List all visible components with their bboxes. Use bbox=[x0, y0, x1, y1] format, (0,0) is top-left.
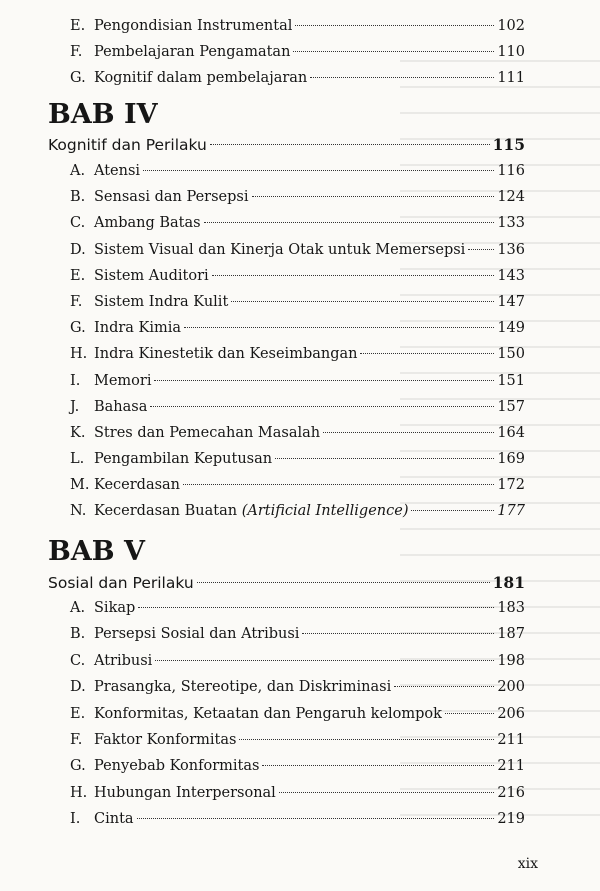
chapter-title: Kognitif dan Perilaku bbox=[48, 136, 207, 154]
leader-dots bbox=[137, 818, 495, 819]
leader-dots bbox=[293, 51, 494, 52]
leader-dots bbox=[143, 170, 494, 171]
entry-page: 149 bbox=[497, 320, 525, 337]
toc-entry[interactable] bbox=[70, 622, 525, 646]
leader-dots bbox=[394, 686, 494, 687]
entry-title: Hubungan Interpersonal bbox=[94, 784, 276, 801]
entry-letter: G. bbox=[70, 70, 86, 86]
toc-entry[interactable] bbox=[70, 728, 525, 752]
toc-entry[interactable] bbox=[70, 369, 525, 393]
entry-page: 169 bbox=[497, 451, 525, 468]
entry-letter: D. bbox=[70, 241, 86, 258]
toc-entry[interactable] bbox=[70, 14, 525, 38]
leader-dots bbox=[154, 380, 494, 381]
entry-title: Sistem Indra Kulit bbox=[94, 294, 229, 310]
entry-page: 183 bbox=[497, 600, 525, 616]
entry-title: Penyebab Konformitas bbox=[94, 758, 260, 775]
entry-page: 116 bbox=[497, 163, 525, 179]
entry-letter: C. bbox=[70, 652, 86, 669]
entry-letter: G. bbox=[70, 320, 86, 337]
leader-dots bbox=[204, 222, 495, 223]
entry-page: 136 bbox=[497, 241, 525, 258]
entry-page: 110 bbox=[497, 44, 525, 60]
entry-page: 124 bbox=[497, 189, 525, 206]
entry-title: Indra Kimia bbox=[94, 320, 182, 337]
leader-dots bbox=[155, 660, 494, 661]
entry-title: Atensi bbox=[94, 163, 141, 179]
entry-page: 211 bbox=[497, 758, 525, 775]
entry-letter: A. bbox=[70, 600, 86, 616]
entry-title: Sistem Visual dan Kinerja Otak untuk Memersepsi bbox=[94, 241, 466, 258]
entry-page: 198 bbox=[497, 652, 525, 669]
page-number: xix bbox=[517, 856, 538, 872]
leader-dots bbox=[295, 25, 494, 26]
entry-letter: C. bbox=[70, 215, 86, 232]
entry-page: 102 bbox=[497, 18, 525, 34]
leader-dots bbox=[302, 633, 494, 634]
entry-letter: F. bbox=[70, 294, 83, 310]
entry-title: Kecerdasan bbox=[94, 477, 181, 494]
entry-title: Indra Kinestetik dan Keseimbangan bbox=[94, 346, 358, 363]
toc-entry[interactable] bbox=[70, 649, 525, 673]
entry-page: 150 bbox=[497, 346, 525, 363]
chapter-title-line[interactable] bbox=[48, 132, 525, 158]
toc-entry[interactable] bbox=[70, 238, 525, 262]
leader-dots bbox=[275, 458, 494, 459]
leader-dots bbox=[323, 432, 494, 433]
leader-dots bbox=[239, 739, 494, 740]
entry-page: 157 bbox=[497, 398, 525, 415]
leader-dots bbox=[138, 607, 494, 608]
entry-letter: I. bbox=[70, 811, 81, 828]
entry-letter: L. bbox=[70, 451, 85, 468]
toc-entry[interactable] bbox=[70, 675, 525, 699]
toc-entry[interactable] bbox=[70, 781, 525, 805]
entry-page: 111 bbox=[497, 70, 525, 86]
toc-entry[interactable] bbox=[70, 395, 525, 419]
chapter-title: Sosial dan Perilaku bbox=[48, 574, 194, 592]
toc-entry[interactable] bbox=[70, 264, 525, 288]
toc-entry[interactable] bbox=[70, 807, 525, 831]
toc-entry[interactable] bbox=[70, 473, 525, 497]
entry-title: Pengambilan Keputusan bbox=[94, 451, 273, 468]
entry-title bbox=[94, 499, 408, 523]
toc-entry[interactable] bbox=[70, 342, 525, 366]
leader-dots bbox=[212, 275, 495, 276]
entry-title-roman: Kecerdasan Buatan bbox=[94, 503, 242, 519]
leader-dots bbox=[252, 196, 495, 197]
toc-entry[interactable] bbox=[70, 159, 525, 183]
entry-letter: F. bbox=[70, 44, 83, 60]
entry-letter: H. bbox=[70, 784, 88, 801]
toc-entry[interactable] bbox=[70, 40, 525, 64]
entry-letter: E. bbox=[70, 18, 86, 34]
chapter-heading: BAB V bbox=[48, 536, 145, 567]
entry-letter: F. bbox=[70, 732, 83, 748]
entry-title: Konformitas, Ketaatan dan Pengaruh kelompok bbox=[94, 705, 442, 722]
leader-dots bbox=[184, 327, 494, 328]
leader-dots bbox=[197, 582, 490, 583]
entry-letter: H. bbox=[70, 346, 88, 363]
leader-dots bbox=[445, 713, 494, 714]
entry-letter: G. bbox=[70, 758, 86, 775]
toc-entry[interactable] bbox=[70, 447, 525, 471]
entry-title: Kognitif dalam pembelajaran bbox=[94, 70, 308, 86]
leader-dots bbox=[310, 77, 494, 78]
leader-dots bbox=[360, 353, 494, 354]
entry-title: Cinta bbox=[94, 811, 134, 828]
leader-dots bbox=[183, 484, 494, 485]
entry-page: 147 bbox=[497, 294, 525, 310]
chapter-heading: BAB IV bbox=[48, 99, 158, 130]
entry-title: Stres dan Pemecahan Masalah bbox=[94, 425, 321, 441]
entry-title: Faktor Konformitas bbox=[94, 732, 237, 748]
entry-title: Sistem Auditori bbox=[94, 267, 209, 284]
entry-title: Sensasi dan Persepsi bbox=[94, 189, 249, 206]
entry-title-italic: (Artificial Intelligence) bbox=[241, 503, 409, 519]
entry-page: 187 bbox=[497, 626, 525, 643]
entry-title: Persepsi Sosial dan Atribusi bbox=[94, 626, 300, 643]
entry-title: Pembelajaran Pengamatan bbox=[94, 44, 291, 60]
leader-dots bbox=[210, 144, 490, 145]
entry-letter: B. bbox=[70, 189, 86, 206]
entry-page: 206 bbox=[497, 705, 525, 722]
leader-dots bbox=[231, 301, 494, 302]
entry-title: Prasangka, Stereotipe, dan Diskriminasi bbox=[94, 679, 392, 696]
toc-entry[interactable] bbox=[70, 316, 525, 340]
toc-entry[interactable] bbox=[70, 290, 525, 314]
entry-page: 172 bbox=[497, 477, 525, 494]
toc-entry[interactable] bbox=[70, 185, 525, 209]
entry-letter: I. bbox=[70, 372, 81, 389]
toc-entry[interactable] bbox=[70, 499, 525, 523]
entry-page: 143 bbox=[497, 267, 525, 284]
entry-title: Bahasa bbox=[94, 398, 148, 415]
chapter-title-line[interactable] bbox=[48, 570, 525, 596]
leader-dots bbox=[279, 792, 495, 793]
leader-dots bbox=[262, 765, 494, 766]
entry-title: Sikap bbox=[94, 600, 136, 616]
entry-letter: K. bbox=[70, 425, 86, 441]
entry-letter: J. bbox=[70, 398, 80, 415]
entry-letter: E. bbox=[70, 267, 86, 284]
entry-letter: D. bbox=[70, 679, 86, 696]
entry-page: 133 bbox=[497, 215, 525, 232]
entry-title: Ambang Batas bbox=[94, 215, 201, 232]
toc-entry[interactable] bbox=[70, 702, 525, 726]
entry-title: Memori bbox=[94, 372, 152, 389]
toc-entry[interactable] bbox=[70, 596, 525, 620]
leader-dots bbox=[150, 406, 494, 407]
toc-entry[interactable] bbox=[70, 421, 525, 445]
entry-page: 177 bbox=[497, 503, 525, 519]
chapter-page: 115 bbox=[492, 135, 525, 154]
entry-title: Atribusi bbox=[94, 652, 153, 669]
toc-entry[interactable] bbox=[70, 211, 525, 235]
entry-letter: A. bbox=[70, 163, 86, 179]
entry-letter: M. bbox=[70, 477, 90, 494]
entry-letter: N. bbox=[70, 503, 87, 519]
toc-entry[interactable] bbox=[70, 754, 525, 778]
chapter-page: 181 bbox=[492, 573, 525, 592]
leader-dots bbox=[411, 510, 494, 511]
entry-letter: E. bbox=[70, 705, 86, 722]
entry-page: 211 bbox=[497, 732, 525, 748]
entry-page: 164 bbox=[497, 425, 525, 441]
entry-page: 216 bbox=[497, 784, 525, 801]
entry-page: 200 bbox=[497, 679, 525, 696]
leader-dots bbox=[468, 249, 494, 250]
entry-page: 151 bbox=[497, 372, 525, 389]
entry-title: Pengondisian Instrumental bbox=[94, 18, 293, 34]
entry-page: 219 bbox=[497, 811, 525, 828]
entry-letter: B. bbox=[70, 626, 86, 643]
toc-entry[interactable] bbox=[70, 66, 525, 90]
